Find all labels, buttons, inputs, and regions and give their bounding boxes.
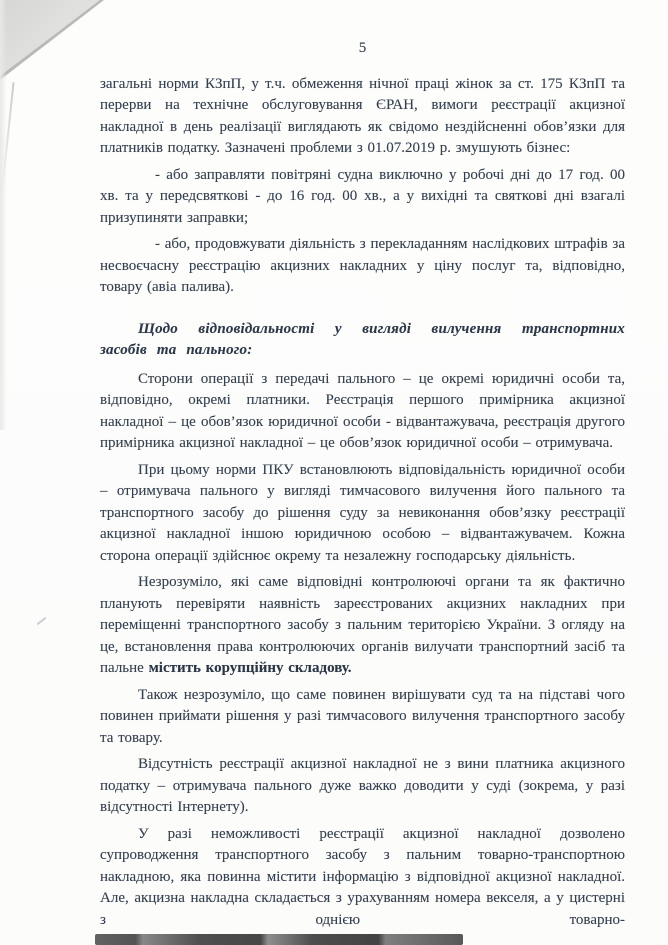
paragraph-absence-proof: Відсутність реєстрації акцизної накладної не з вини платника акцизного податку – отримувача пального дуже важко доводити у суді (зокрема, у разі відсутності Інтернету). bbox=[100, 756, 625, 815]
paragraph-intro: загальні норми КЗпП, у т.ч. обмеження нічної праці жінок за ст. 175 КЗпП та перерви на технічне обслуговування ЄРАН, вимоги реєстрації акцизної накладної в день реалізації виглядають як свідомо нездійсненні обов’язки для платників податку. Зазначені проблеми з 01.07.2019 р. змушують бізнес: bbox=[100, 75, 625, 156]
paragraph-unclear-control bbox=[100, 572, 625, 680]
corruption-component-bold: містить корупційну складову. bbox=[148, 660, 352, 676]
fold-face bbox=[0, 0, 100, 76]
paragraph-parties: Сторони операції з передачі пального – це окремі юридичні особи та, відповідно, окремі платники. Реєстрація першого примірника акцизної накладної – це обов’язок юридичної особи - відвантажувача, реєстрація другого примірника акцизної накладної – це обов’язок юридичної особи – отримувача. bbox=[100, 370, 625, 451]
text-column bbox=[100, 38, 625, 936]
unclear-control-text: Незрозуміло, які саме відповідні контролюючі органи та як фактично планують перевіряти наявність зареєстрованих акцизних накладних при переміщенні транспортного засобу з пальним територією України. З огляду на це, встановлення права контролюючих органів вилучати транспортний засіб та пальне bbox=[100, 574, 625, 676]
section-heading: Щодо відповідальності у вигляді вилучення транспортних засобів та пального: bbox=[100, 320, 625, 358]
bullet-option-refuel-hours: - або заправляти повітряні судна виключно у робочі дні до 17 год. 00 хв. та у передсвяткові - до 16 год. 00 хв., а у вихідні та святкові дні взагалі призупиняти заправки; bbox=[100, 166, 625, 226]
left-scan-edge-artifact bbox=[0, 0, 7, 430]
paragraph-unclear-court: Також незрозуміло, що саме повинен вирішувати суд та на підставі чого повинен приймати рішення у разі тимчасового вилучення транспортного засобу та товару. bbox=[100, 686, 625, 746]
paragraph-pku-liability: При цьому норми ПКУ встановлюють відповідальність юридичної особи – отримувача пального у вигляді тимчасового вилучення його пального та транспортного засобу до рішення суду за невиконання обов’язку реєстрації акцизної накладної іншою юридичною особою – відвантажувачем. Кожна сторона операції здійснює окрему та незалежну господарську діяльність. bbox=[100, 461, 625, 564]
bullet-option-pass-on-fines: - або, продовжувати діяльність з перекладанням наслідкових штрафів за несвоєчасну реєстрацію акцизних накладних у ціну послуг та, відповідно, товару (авіа палива). bbox=[100, 236, 625, 295]
bottom-scanner-shadow-artifact bbox=[95, 934, 463, 945]
page-number: 5 bbox=[358, 40, 367, 56]
folded-corner-artifact bbox=[0, 0, 104, 80]
margin-pen-mark bbox=[37, 617, 47, 625]
paragraph-impossible-registration: У разі неможливості реєстрації акцизної накладної дозволено супроводження транспортного засобу з пальним товарно-транспортною накладною, яка повинна містити інформацію з відповідної акцизної накладної. Але, акцизна накладна складається з урахуванням номера векселя, а у цистерні з однією товарно- bbox=[100, 825, 625, 928]
